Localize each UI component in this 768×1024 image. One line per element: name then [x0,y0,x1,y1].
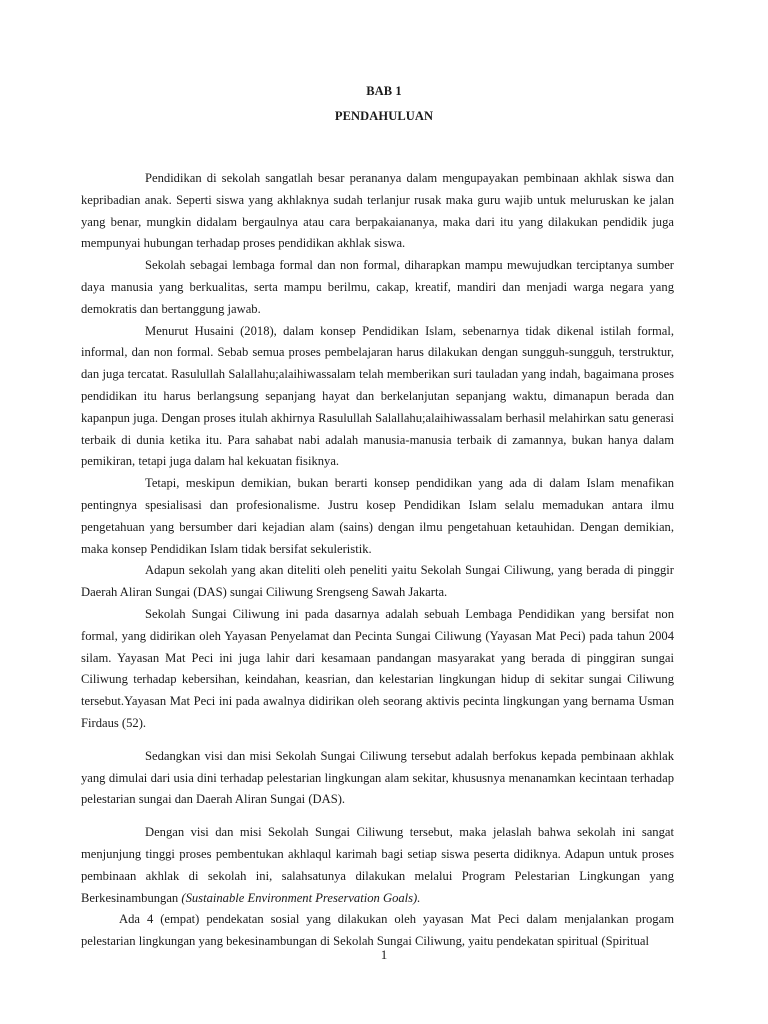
paragraph-1: Pendidikan di sekolah sangatlah besar perananya dalam mengupayakan pembinaan akhlak siswa dan kepribadian anak. Seperti siswa yang akhlaknya sudah terlanjur rusak maka guru wajib untuk meluruskan ke jalan yang benar, mungkin didalam bergaulnya atau cara berpakaiananya, maka dari itu yang dilakukan pendidik juga mempunyai hubungan terhadap proses pendidikan akhlak siswa. [81,171,674,251]
chapter-title: PENDAHULUAN [334,109,434,123]
chapter-label: BAB 1 [366,84,402,98]
paragraph-8-italic: (Sustainable Environment Preservation Goals). [181,890,421,905]
paragraph-2: Sekolah sebagai lembaga formal dan non formal, diharapkan mampu mewujudkan terciptanya sumber daya manusia yang berkualitas, serta mampu berilmu, cakap, kreatif, mandiri dan menjadi warga negara yang demokratis dan bertanggung jawab. [81,258,674,316]
paragraph-8-text: Dengan visi dan misi Sekolah Sungai Ciliwung tersebut, maka jelaslah bahwa sekolah ini sangat menjunjung tinggi proses pembentukan akhlaqul karimah bagi setiap siswa peserta didiknya. Adapun untuk proses pembinaan akhlak di sekolah ini, salahsatunya dilakukan melalui Program Pelestarian Lingkungan yang Berkesinambungan [81,825,674,905]
paragraph-3: Menurut Husaini (2018), dalam konsep Pendidikan Islam, sebenarnya tidak dikenal istilah formal, informal, dan non formal. Sebab semua proses pembelajaran harus dilakukan dengan sungguh-sungguh, terstruktur, dan juga tercatat. Rasulullah Salallahu;alaihiwassalam telah memberikan suri tauladan yang indah, bagaimana proses pendidikan itu harus berlangsung sepanjang hayat dan berkelanjutan sepanjang waktu, dimanapun berada dan kapanpun juga. Dengan proses itulah akhirnya Rasulullah Salallahu;alaihiwassalam berhasil melahirkan satu generasi terbaik di dunia ketika itu. Para sahabat nabi adalah manusia-manusia terbaik di zamannya, bukan hanya dalam pemikiran, tetapi juga dalam hal kekuatan fisiknya. [81,323,674,469]
paragraph-8 [81,822,674,909]
paragraph-5: Adapun sekolah yang akan diteliti oleh peneliti yaitu Sekolah Sungai Ciliwung, yang berada di pinggir Daerah Aliran Sungai (DAS) sungai Ciliwung Srengseng Sawah Jakarta. [81,563,674,600]
paragraph-4: Tetapi, meskipun demikian, bukan berarti konsep pendidikan yang ada di dalam Islam menafikan pentingnya spesialisasi dan profesionalisme. Justru kosep Pendidikan Islam selalu memadukan antara ilmu pengetahuan yang bersumber dari kejadian alam (sains) dengan ilmu pengetahuan ketauhidan. Dengan demikian, maka konsep Pendidikan Islam tidak bersifat sekuleristik. [81,476,674,556]
page-number: 1 [380,947,388,962]
paragraph-6: Sekolah Sungai Ciliwung ini pada dasarnya adalah sebuah Lembaga Pendidikan yang bersifat non formal, yang didirikan oleh Yayasan Penyelamat dan Pecinta Sungai Ciliwung (Yayasan Mat Peci) pada tahun 2004 silam. Yayasan Mat Peci ini juga lahir dari kesamaan pandangan masyarakat yang berada di pinggiran sungai Ciliwung terhadap kebersihan, keindahan, keasrian, dan kelestarian lingkungan hidup di sekitar sungai Ciliwung tersebut.Yayasan Mat Peci ini pada awalnya didirikan oleh seorang aktivis pecinta lingkungan yang bernama Usman Firdaus (52). [81,606,674,730]
paragraph-7: Sedangkan visi dan misi Sekolah Sungai Ciliwung tersebut adalah berfokus kepada pembinaan akhlak yang dimulai dari usia dini terhadap pelestarian lingkungan alam sekitar, khususnya menanamkan kecintaan terhadap pelestarian sungai dan Daerah Aliran Sungai (DAS). [81,748,674,807]
body-text [81,168,674,953]
paragraph-9: Ada 4 (empat) pendekatan sosial yang dilakukan oleh yayasan Mat Peci dalam menjalankan progam pelestarian lingkungan yang bekesinambungan di Sekolah Sungai Ciliwung, yaitu pendekatan spiritual (Spiritual [81,912,674,949]
